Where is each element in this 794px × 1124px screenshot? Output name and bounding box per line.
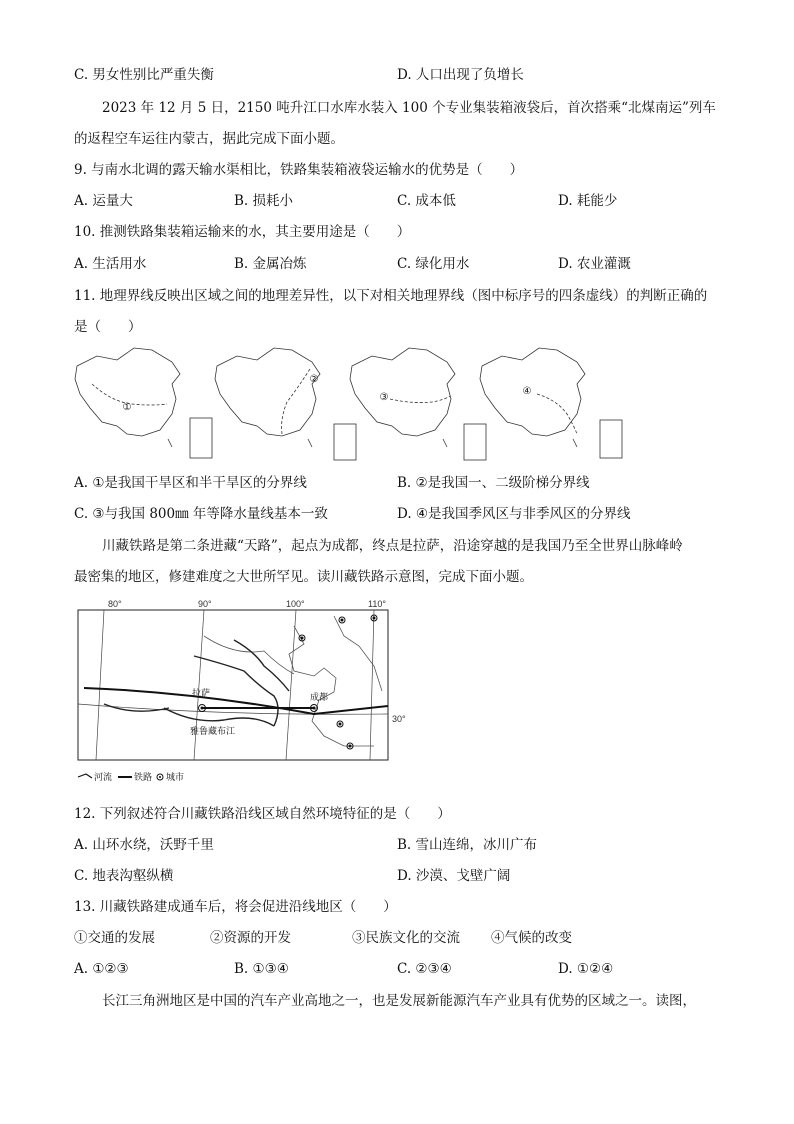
- legend-river: 河流: [94, 772, 113, 782]
- q12-option-b: B. 雪山连绵，冰川广布: [397, 837, 538, 853]
- q11-stem-line1: 11. 地理界线反映出区域之间的地理差异性，以下对相关地理界线（图中标序号的四条虚线）的判断正确的: [74, 288, 708, 304]
- lon-label-90: 90°: [198, 599, 212, 609]
- q9-option-d: D. 耗能少: [558, 193, 618, 209]
- q13-option-a: A. ①②③: [74, 961, 129, 977]
- q10-option-d: D. 农业灌溉: [558, 256, 631, 272]
- q13-option-d: D. ①②④: [558, 961, 614, 977]
- q8-option-d: D. 人口出现了负增长: [397, 67, 524, 83]
- china-map-1: [75, 348, 212, 458]
- q9-option-a: A. 运量大: [74, 193, 133, 209]
- q10-stem: 10. 推测铁路集装箱运输来的水，其主要用途是（ ）: [74, 224, 411, 240]
- lat-label-30: 30°: [392, 714, 406, 724]
- marker-3: ③: [379, 392, 389, 403]
- q12-stem: 12. 下列叙述符合川藏铁路沿线区域自然环境特征的是（ ）: [74, 806, 451, 822]
- china-map-4: [480, 348, 622, 458]
- city-lhasa-label: 拉萨: [192, 688, 211, 698]
- lon-label-100: 100°: [286, 599, 305, 609]
- q12-option-c: C. 地表沟壑纵横: [74, 868, 174, 884]
- q9-option-c: C. 成本低: [397, 193, 456, 209]
- legend: [78, 771, 184, 782]
- q11-option-c: C. ③与我国 800㎜ 年等降水量线基本一致: [74, 506, 328, 522]
- q9-option-b: B. 损耗小: [234, 193, 294, 209]
- q11-stem-line2: 是（ ）: [74, 319, 142, 335]
- q11-option-a: A. ①是我国干旱区和半干旱区的分界线: [74, 475, 307, 491]
- river-label: 雅鲁藏布江: [190, 726, 236, 736]
- q13-option-b: B. ①③④: [234, 961, 289, 977]
- q11-option-d: D. ④是我国季风区与非季风区的分界线: [397, 506, 631, 522]
- marker-1: ①: [122, 402, 132, 413]
- lon-label-80: 80°: [108, 599, 122, 609]
- intro2-line2: 最密集的地区，修建难度之大世所罕见。读川藏铁路示意图，完成下面小题。: [74, 569, 533, 585]
- q13-stem: 13. 川藏铁路建成通车后，将会促进沿线地区（ ）: [74, 899, 397, 915]
- intro1-line2: 的返程空车运往内蒙古，据此完成下面小题。: [74, 131, 344, 147]
- q10-option-b: B. 金属冶炼: [234, 256, 307, 272]
- q12-option-a: A. 山环水绕，沃野千里: [74, 837, 214, 853]
- q9-stem: 9. 与南水北调的露天输水渠相比，铁路集装箱液袋运输水的优势是（ ）: [74, 162, 524, 178]
- map-frame: [78, 610, 388, 760]
- intro3-line: 长江三角洲地区是中国的汽车产业高地之一，也是发展新能源汽车产业具有优势的区域之一。读图，: [102, 993, 696, 1009]
- marker-4: ④: [522, 386, 532, 397]
- city-chengdu-label: 成都: [310, 692, 329, 702]
- lon-label-110: 110°: [368, 599, 386, 609]
- q13-item-4: ④气候的改变: [491, 930, 572, 946]
- q12-option-d: D. 沙漠、戈壁广阔: [397, 868, 511, 884]
- q10-option-a: A. 生活用水: [74, 256, 147, 272]
- intro2-line1: 川藏铁路是第二条进藏“天路”，起点为成都，终点是拉萨，沿途穿越的是我国乃至全世界山脉峰岭: [102, 538, 683, 554]
- q13-item-3: ③民族文化的交流: [352, 930, 460, 946]
- boundary-maps-figure: [72, 344, 632, 464]
- sichuan-tibet-railway-map: [74, 596, 404, 786]
- china-map-3: [350, 348, 486, 460]
- marker-2: ②: [309, 374, 319, 385]
- q11-option-b: B. ②是我国一、二级阶梯分界线: [397, 475, 590, 491]
- legend-city: 城市: [166, 772, 185, 782]
- china-map-2: [215, 348, 356, 460]
- legend-rail: 铁路: [134, 772, 153, 782]
- intro1-line1: 2023 年 12 月 5 日，2150 吨升江口水库水装入 100 个专业集装箱液袋后，首次搭乘“北煤南运”列车: [102, 100, 716, 116]
- q13-option-c: C. ②③④: [397, 961, 452, 977]
- graticule: [78, 610, 388, 760]
- q13-item-1: ①交通的发展: [74, 930, 155, 946]
- q10-option-c: C. 绿化用水: [397, 256, 470, 272]
- q8-option-c: C. 男女性别比严重失衡: [74, 67, 214, 83]
- q13-item-2: ②资源的开发: [210, 930, 291, 946]
